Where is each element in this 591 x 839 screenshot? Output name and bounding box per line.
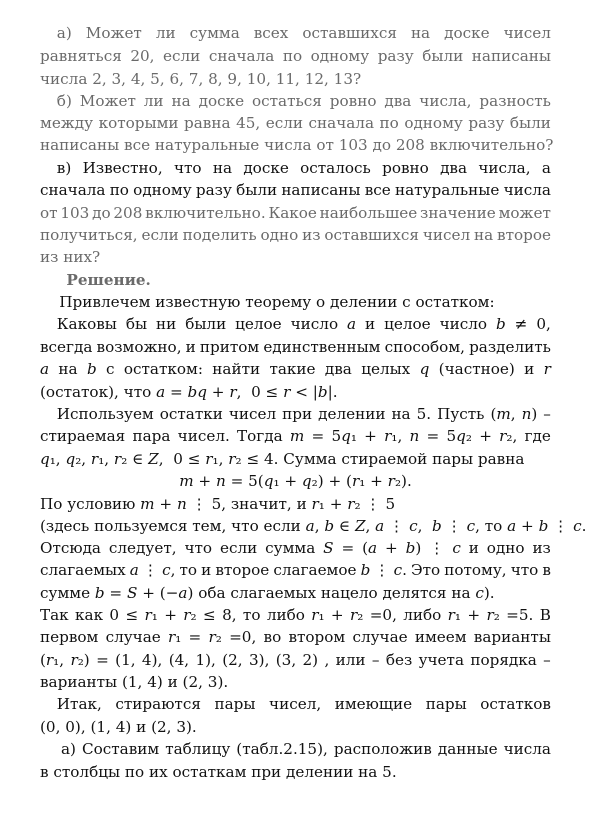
- text-line: Так как 0 ≤ 𝑟₁ + 𝑟₂ ≤ 8, то либо 𝑟₁ + 𝑟₂ =0, либо 𝑟₁ + 𝑟₂ =5. В: [40, 606, 551, 624]
- text-line: Решение.: [40, 271, 151, 289]
- text-line: 𝑎 на 𝑏 с остатком: найти такие два целых 𝑞 (частное) и 𝑟: [40, 360, 551, 378]
- text-line: 𝑞₁, 𝑞₂, 𝑟₁, 𝑟₂ ∈ 𝑍, 0 ≤ 𝑟₁, 𝑟₂ ≤ 4. Сумма стираемой пары равна: [40, 450, 525, 468]
- text-line: в столбцы по их остаткам при делении на 5.: [40, 763, 397, 781]
- text-line: Отсюда следует, что если сумма 𝑆 = (𝑎 + 𝑏) ⋮ 𝑐 и одно из: [40, 539, 551, 557]
- text-line: Привлечем известную теорему о делении с остатком:: [40, 293, 495, 311]
- text-line: Итак, стираются пары чисел, имеющие пары остатков: [56, 695, 551, 713]
- text-line: б) Может ли на доске остаться ровно два числа, разность: [56, 92, 551, 110]
- text-line: (остаток), что 𝑎 = 𝑏𝑞 + 𝑟, 0 ≤ 𝑟 < |𝑏|.: [40, 383, 338, 401]
- text-line: Используем остатки чисел при делении на 5. Пусть (𝑚, 𝑛) –: [56, 405, 551, 423]
- text-line: от 103 до 208 включительно. Какое наибольшее значение может: [40, 204, 551, 222]
- text-line: варианты (1, 4) и (2, 3).: [40, 673, 229, 691]
- text-line: (𝑟₁, 𝑟₂) = (1, 4), (4, 1), (2, 3), (3, 2) , или – без учета порядка –: [40, 651, 551, 669]
- text-line: Каковы бы ни были целое число 𝑎 и целое число 𝑏 ≠ 0,: [56, 315, 551, 333]
- text-line: равняться 20, если сначала по одному разу были написаны: [40, 47, 551, 65]
- text-line: первом случае 𝑟₁ = 𝑟₂ =0, во втором случае имеем варианты: [40, 628, 551, 646]
- text-line: из них?: [40, 248, 101, 266]
- text-line: (0, 0), (1, 4) и (2, 3).: [40, 718, 197, 736]
- text-line: слагаемых 𝑎 ⋮ 𝑐, то и второе слагаемое 𝑏 ⋮ 𝑐. Это потому, что в: [40, 561, 551, 579]
- text-line: а) Составим таблицу (табл.2.15), расположив данные числа: [61, 740, 551, 758]
- text-line: сначала по одному разу были написаны все натуральные числа: [40, 181, 551, 199]
- text-line: получиться, если поделить одно из оставшихся чисел на второе: [40, 226, 551, 244]
- text-line: (здесь пользуемся тем, что если 𝑎, 𝑏 ∈ 𝑍, 𝑎 ⋮ 𝑐, 𝑏 ⋮ 𝑐, то 𝑎 + 𝑏 ⋮ 𝑐.: [40, 517, 587, 535]
- text-line: а) Может ли сумма всех оставшихся на доске чисел: [56, 24, 551, 42]
- text-line: между которыми равна 45, если сначала по одному разу были: [40, 114, 551, 132]
- text-line: всегда возможно, и притом единственным способом, разделить: [40, 338, 551, 356]
- text-line: По условию 𝑚 + 𝑛 ⋮ 5, значит, и 𝑟₁ + 𝑟₂ ⋮ 5: [40, 495, 396, 513]
- text-line: в) Известно, что на доске осталось ровно два числа, а: [56, 159, 551, 177]
- text-line: написаны все натуральные числа от 103 до 208 включительно?: [40, 136, 554, 154]
- text-line: сумме 𝑏 = 𝑆 + (−𝑎) оба слагаемых нацело делятся на 𝑐).: [40, 584, 495, 602]
- text-line: числа 2, 3, 4, 5, 6, 7, 8, 9, 10, 11, 12, 13?: [40, 70, 362, 88]
- text-line: 𝑚 + 𝑛 = 5(𝑞₁ + 𝑞₂) + (𝑟₁ + 𝑟₂).: [179, 472, 412, 490]
- text-line: стираемая пара чисел. Тогда 𝑚 = 5𝑞₁ + 𝑟₁, 𝑛 = 5𝑞₂ + 𝑟₂, где: [40, 427, 551, 445]
